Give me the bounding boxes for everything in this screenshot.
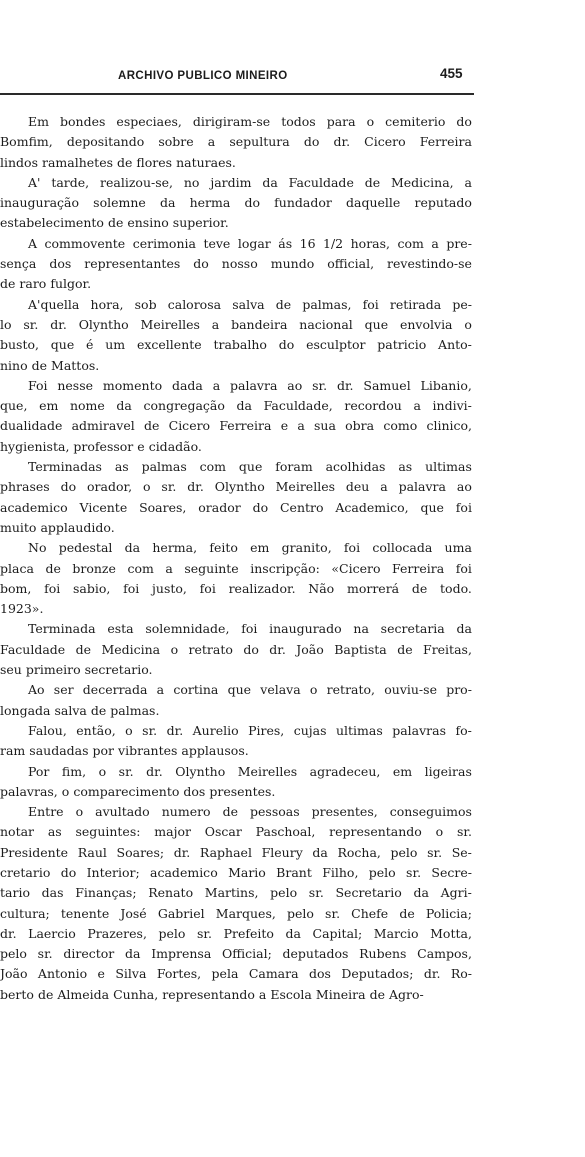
paragraph [0, 295, 472, 376]
text-line: Presidente Raul Soares; dr. Raphael Fleury da Rocha, pelo sr. Se- [0, 844, 472, 860]
text-line: Terminadas as palmas com que foram acolhidas as ultimas [28, 459, 472, 475]
paragraph [0, 762, 472, 803]
text-line: que, em nome da congregação da Faculdade, recordou a indivi- [0, 398, 472, 414]
paragraph [0, 457, 472, 538]
text-line: nino de Mattos. [0, 357, 100, 373]
paragraph [0, 234, 472, 295]
text-line: ram saudadas por vibrantes applausos. [0, 743, 249, 759]
text-line: lo sr. dr. Olyntho Meirelles a bandeira nacional que envolvia o [0, 316, 472, 332]
text-line: tario das Finanças; Renato Martins, pelo sr. Secretario da Agri- [0, 885, 472, 901]
text-line: pelo sr. director da Imprensa Official; deputados Rubens Campos, [0, 946, 472, 962]
paragraph [0, 619, 472, 680]
text-line: Faculdade de Medicina o retrato do dr. João Baptista de Freitas, [0, 641, 472, 657]
paragraph [0, 173, 472, 234]
text-line: Por fim, o sr. dr. Olyntho Meirelles agradeceu, em ligeiras [28, 763, 472, 779]
paragraph [0, 680, 472, 721]
text-line: Em bondes especiaes, dirigiram-se todos para o cemiterio do [28, 114, 472, 129]
text-line: Foi nesse momento dada a palavra ao sr. dr. Samuel Libanio, [28, 377, 472, 393]
paragraph [0, 721, 472, 762]
text-line: A' tarde, realizou-se, no jardim da Faculdade de Medicina, a [28, 174, 472, 190]
paragraph [0, 802, 472, 1005]
text-line: notar as seguintes: major Oscar Paschoal, representando o sr. [0, 824, 472, 840]
text-line: A'quella hora, sob calorosa salva de palmas, foi retirada pe- [28, 296, 472, 312]
text-line: Entre o avultado numero de pessoas presentes, conseguimos [28, 804, 472, 820]
text-line: Ao ser decerrada a cortina que velava o retrato, ouviu-se pro- [28, 682, 472, 698]
text-line: placa de bronze com a seguinte inscripção: «Cicero Ferreira foi [0, 560, 472, 576]
running-title: ARCHIVO PUBLICO MINEIRO [118, 70, 288, 82]
paragraph [0, 376, 472, 457]
text-line: seu primeiro secretario. [0, 662, 153, 678]
text-line: Bomfim, depositando sobre a sepultura do dr. Cicero Ferreira [0, 134, 472, 150]
page-number: 455 [440, 66, 463, 81]
paragraph [0, 112, 472, 173]
text-line: de raro fulgor. [0, 276, 92, 292]
text-line: João Antonio e Silva Fortes, pela Camara dos Deputados; dr. Ro- [0, 966, 472, 982]
text-line: berto de Almeida Cunha, representando a Escola Mineira de Agro- [0, 986, 424, 1002]
text-line: academico Vicente Soares, orador do Centro Academico, que foi [0, 499, 472, 515]
text-line: dualidade admiravel de Cicero Ferreira e a sua obra como clinico, [0, 418, 472, 434]
text-line: Falou, então, o sr. dr. Aurelio Pires, cujas ultimas palavras fo- [28, 722, 472, 738]
text-line: busto, que é um excellente trabalho do esculptor patricio Anto- [0, 337, 472, 353]
text-line: phrases do orador, o sr. dr. Olyntho Meirelles deu a palavra ao [0, 479, 472, 495]
text-line: lindos ramalhetes de flores naturaes. [0, 154, 236, 170]
body-text [0, 112, 472, 1005]
text-line: Terminada esta solemnidade, foi inaugurado na secretaria da [28, 621, 472, 637]
text-line: No pedestal da herma, feito em granito, foi collocada uma [28, 540, 472, 556]
header-rule [0, 93, 474, 95]
running-header [0, 66, 585, 88]
text-line: muito applaudido. [0, 519, 115, 535]
text-line: cretario do Interior; academico Mario Brant Filho, pelo sr. Secre- [0, 864, 472, 880]
paragraph [0, 538, 472, 619]
text-line: longada salva de palmas. [0, 702, 160, 718]
text-line: palavras, o comparecimento dos presentes. [0, 783, 276, 799]
text-line: 1923». [0, 601, 44, 617]
text-line: estabelecimento de ensino superior. [0, 215, 229, 231]
text-line: bom, foi sabio, foi justo, foi realizador. Não morrerá de todo. [0, 580, 472, 596]
text-line: cultura; tenente José Gabriel Marques, pelo sr. Chefe de Policia; [0, 905, 472, 921]
text-line: inauguração solemne da herma do fundador daquelle reputado [0, 195, 472, 211]
text-line: dr. Laercio Prazeres, pelo sr. Prefeito da Capital; Marcio Motta, [0, 925, 472, 941]
text-line: hygienista, professor e cidadão. [0, 438, 202, 454]
text-line: sença dos representantes do nosso mundo official, revestindo-se [0, 256, 472, 272]
text-line: A commovente cerimonia teve logar ás 16 1/2 horas, com a pre- [28, 235, 472, 251]
